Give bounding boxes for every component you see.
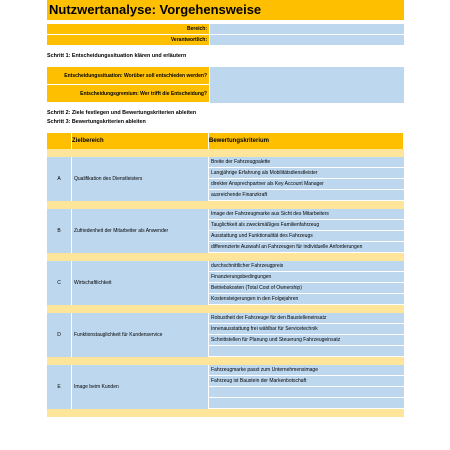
group-separator xyxy=(47,253,404,261)
group-separator xyxy=(47,305,404,313)
criteria-cell[interactable]: Langjährige Erfahrung als Mobilitätsdienstleister xyxy=(209,168,404,179)
group-name: Qualifikation des Dienstleisters xyxy=(72,157,209,201)
criteria-cell[interactable]: Fahrzeug ist Baustein der Markenbotschaft xyxy=(209,376,404,387)
step-3-heading: Schritt 3: Bewertungskriterien ableiten xyxy=(47,119,146,125)
table-header xyxy=(47,133,404,149)
group-separator xyxy=(47,149,404,157)
worksheet xyxy=(47,0,404,417)
group-name: Wirtschaftlichkeit xyxy=(72,261,209,305)
step-1-heading: Schritt 1: Entscheidungssituation klären und erläutern xyxy=(47,53,187,59)
gremium-label: Entscheidungsgremium: Wer trifft die Entscheidung? xyxy=(47,85,209,103)
bereich-field[interactable] xyxy=(209,24,404,35)
criteria-list xyxy=(209,313,404,357)
group-separator xyxy=(47,201,404,209)
meta-row-bereich xyxy=(47,24,404,35)
criteria-cell[interactable]: Breite der Fahrzeugpalette xyxy=(209,157,404,168)
page-title: Nutzwertanalyse: Vorgehensweise xyxy=(47,0,404,20)
situation-label: Entscheidungssituation: Worüber soll entschieden werden? xyxy=(47,67,209,85)
criteria-cell[interactable]: Image der Fahrzeugmarke aus Sicht des Mitarbeiters xyxy=(209,209,404,220)
verantwortlich-label: Verantwortlich: xyxy=(47,35,209,46)
group-letter: E xyxy=(47,365,72,409)
header-area: Zielbereich xyxy=(72,133,209,149)
criteria-cell[interactable]: Schnittstellen für Planung und Steuerung Fahrzeugeinsatz xyxy=(209,335,404,346)
table-group xyxy=(47,261,404,305)
criteria-table xyxy=(47,149,404,417)
decision-row-situation xyxy=(47,67,404,85)
situation-field[interactable] xyxy=(209,67,404,86)
header-letter xyxy=(47,133,72,149)
group-name: Zufriedenheit der Mitarbeiter als Anwender xyxy=(72,209,209,253)
criteria-cell[interactable]: Betriebskosten (Total Cost of Ownership) xyxy=(209,283,404,294)
criteria-cell[interactable]: durchschnittlicher Fahrzeugpreis xyxy=(209,261,404,272)
criteria-cell[interactable]: Kostensteigerungen in den Folgejahren xyxy=(209,294,404,305)
group-separator xyxy=(47,357,404,365)
table-group xyxy=(47,313,404,357)
criteria-cell[interactable]: Tauglichkeit als zweckmäßiges Familienfahrzeug xyxy=(209,220,404,231)
bereich-label: Bereich: xyxy=(47,24,209,35)
criteria-list xyxy=(209,365,404,409)
step-2-heading: Schritt 2: Ziele festlegen und Bewertungskriterien ableiten xyxy=(47,110,197,116)
group-name: Image beim Kunden xyxy=(72,365,209,409)
criteria-cell[interactable]: Robustheit der Fahrzeuge für den Baustelleneinsatz xyxy=(209,313,404,324)
header-criteria: Bewertungskriterium xyxy=(209,133,404,149)
verantwortlich-field[interactable] xyxy=(209,35,404,46)
meta-row-verantwortlich xyxy=(47,35,404,46)
group-name: Funktionstauglichkeit für Kundenservice xyxy=(72,313,209,357)
criteria-list xyxy=(209,157,404,201)
criteria-cell[interactable] xyxy=(209,346,404,357)
group-letter: D xyxy=(47,313,72,357)
criteria-cell[interactable] xyxy=(209,398,404,409)
criteria-cell[interactable]: Ausstattung und Funktionalität des Fahrzeugs xyxy=(209,231,404,242)
table-group xyxy=(47,209,404,253)
criteria-cell[interactable]: Fahrzeugmarke passt zum Unternehmensimage xyxy=(209,365,404,376)
criteria-list xyxy=(209,209,404,253)
criteria-cell[interactable]: Innenausstattung frei wählbar für Servicetechnik xyxy=(209,324,404,335)
table-group xyxy=(47,365,404,409)
group-letter: B xyxy=(47,209,72,253)
criteria-cell[interactable]: direkter Ansprechpartner als Key Account Manager xyxy=(209,179,404,190)
criteria-cell[interactable]: ausreichende Finanzkraft xyxy=(209,190,404,201)
criteria-cell[interactable]: differenzierte Auswahl an Fahrzeugen für individuelle Anforderungen xyxy=(209,242,404,253)
criteria-cell[interactable]: Finanzierungsbedingungen xyxy=(209,272,404,283)
group-letter: C xyxy=(47,261,72,305)
gremium-field[interactable] xyxy=(209,85,404,104)
criteria-list xyxy=(209,261,404,305)
criteria-cell[interactable] xyxy=(209,387,404,398)
decision-row-gremium xyxy=(47,85,404,103)
group-separator xyxy=(47,409,404,417)
group-letter: A xyxy=(47,157,72,201)
table-group xyxy=(47,157,404,201)
